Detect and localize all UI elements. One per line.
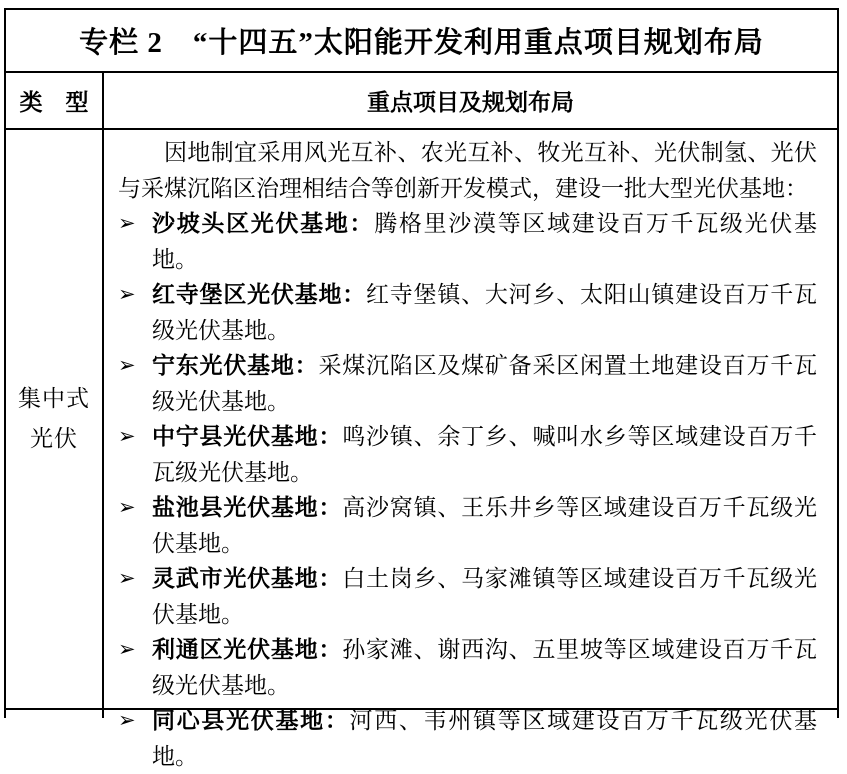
bullet-label: 盐池县光伏基地：: [152, 495, 343, 520]
header-main-label: 重点项目及规划布局: [367, 90, 574, 115]
intro-paragraph: 因地制宜采用风光互补、农光互补、牧光互补、光伏制氢、光伏与采煤沉陷区治理相结合等创新开发模式，建设一批大型光伏基地：: [118, 140, 817, 201]
bullet-text: 河西、韦州镇等区域建设百万千瓦级光伏基地。: [152, 708, 818, 769]
bullet-label: 沙坡头区光伏基地：: [152, 211, 375, 236]
bullet-text: 采煤沉陷区及煤矿备采区闲置土地建设百万千瓦级光伏基地。: [152, 353, 818, 414]
bullet-label: 利通区光伏基地：: [152, 637, 343, 662]
bullet-text: 鸣沙镇、余丁乡、喊叫水乡等区域建设百万千瓦级光伏基地。: [152, 424, 818, 485]
bullet-item: [118, 632, 817, 703]
bullet-label: 同心县光伏基地：: [152, 708, 350, 733]
type-label-line1: 集中式: [18, 386, 90, 411]
arrow-bullet-icon: ➢: [118, 495, 136, 519]
bullet-item: [118, 561, 817, 632]
bullet-item: [118, 703, 817, 774]
bullet-text: 孙家滩、谢西沟、五里坡等区域建设百万千瓦级光伏基地。: [152, 637, 818, 698]
arrow-bullet-icon: ➢: [118, 637, 136, 661]
arrow-bullet-icon: ➢: [118, 282, 136, 306]
arrow-bullet-icon: ➢: [118, 353, 136, 377]
next-row-type-cell: [6, 710, 104, 718]
arrow-bullet-icon: ➢: [118, 424, 136, 448]
bullet-list: [118, 206, 817, 774]
bullet-item: [118, 419, 817, 490]
bullet-item: [118, 490, 817, 561]
bullet-item: [118, 206, 817, 277]
bullet-text: 高沙窝镇、王乐井乡等区域建设百万千瓦级光伏基地。: [152, 495, 818, 556]
bullet-label: 中宁县光伏基地：: [152, 424, 343, 449]
bullet-item: [118, 348, 817, 419]
arrow-bullet-icon: ➢: [118, 566, 136, 590]
header-cell-main: [104, 73, 837, 128]
panel-table: [4, 8, 839, 769]
table-body-row: [6, 130, 837, 769]
table-header-row: [6, 73, 837, 130]
bullet-text: 白土岗乡、马家滩镇等区域建设百万千瓦级光伏基地。: [152, 566, 818, 627]
header-type-label: 类 型: [19, 90, 89, 115]
panel-title-row: [6, 10, 837, 73]
content-cell: [104, 130, 837, 769]
bullet-text: 红寺堡镇、大河乡、太阳山镇建设百万千瓦级光伏基地。: [152, 282, 818, 343]
bullet-label: 宁东光伏基地：: [152, 353, 319, 378]
type-label-line2: 光伏: [30, 426, 78, 451]
header-cell-type: [6, 73, 104, 128]
bullet-item: [118, 277, 817, 348]
arrow-bullet-icon: ➢: [118, 211, 136, 235]
arrow-bullet-icon: ➢: [118, 708, 136, 732]
page-title: 专栏 2 “十四五”太阳能开发利用重点项目规划布局: [79, 27, 764, 59]
bullet-label: 红寺堡区光伏基地：: [152, 282, 366, 307]
bullet-label: 灵武市光伏基地：: [152, 566, 343, 591]
type-cell: [6, 130, 104, 708]
bullet-text: 腾格里沙漠等区域建设百万千瓦级光伏基地。: [152, 211, 818, 272]
